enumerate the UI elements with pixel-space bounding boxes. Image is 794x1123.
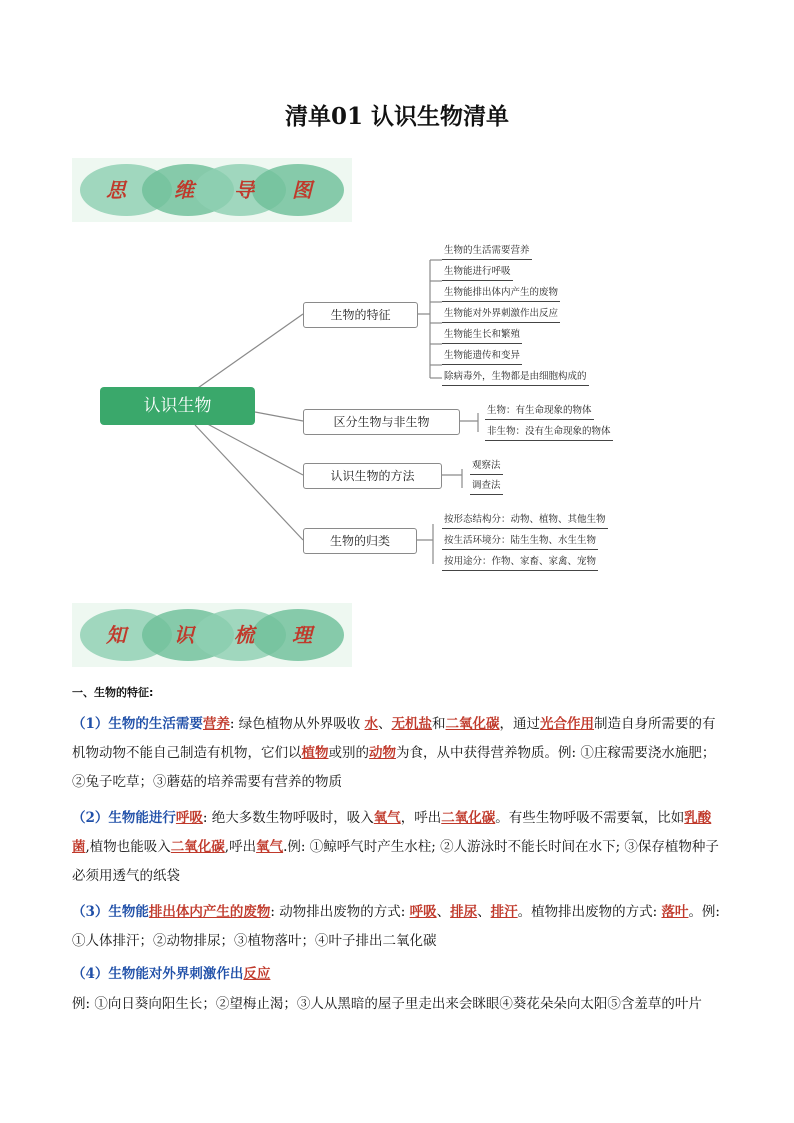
text: 或别的 — [328, 745, 369, 761]
text: 为食，从中获得营养物质。例: ①庄稼需要浇水施肥；②兔子吃草；③蘑菇的培养需要有营养的物质 — [72, 745, 716, 790]
leaf-item: 生物的生活需要营养 — [442, 244, 532, 260]
leaf-item: 观察法 — [470, 459, 503, 475]
text: ,呼出 — [224, 839, 257, 855]
item-label: 生物的生活需要 — [108, 716, 203, 732]
paragraph-respiration — [72, 804, 724, 891]
keyword: 无机盐 — [391, 716, 433, 732]
text: 和 — [432, 716, 446, 732]
keyword: 反应 — [243, 966, 271, 982]
text: 、 — [378, 716, 392, 732]
item-number: （3） — [72, 904, 109, 920]
paragraph-nutrition — [72, 710, 724, 797]
banner-char: 维 — [174, 178, 194, 202]
keyword: 呼吸 — [175, 810, 203, 826]
text: 制造自身所需要的有机物动物不能自己制造有机物，它们以 — [72, 716, 716, 761]
keyword: 落叶 — [661, 904, 689, 920]
keyword: 营养 — [202, 716, 230, 732]
keyword: 呼吸 — [409, 904, 437, 920]
keyword: 二氧化碳 — [441, 810, 496, 826]
keyword: 排出体内产生的废物 — [148, 904, 271, 920]
leaf-item: 生物能遗传和变异 — [442, 349, 522, 365]
banner-char: 识 — [174, 623, 194, 647]
leaf-item: 除病毒外，生物都是由细胞构成的 — [442, 370, 589, 386]
keyword: 氧气 — [373, 810, 401, 826]
text: : 绿色植物从外界吸收 — [229, 716, 365, 732]
leaf-item: 生物：有生命现象的物体 — [485, 404, 594, 420]
section-heading: 一、生物的特征: — [72, 686, 154, 699]
paragraph-response — [72, 960, 724, 989]
page-title: 清单01 认识生物清单 — [284, 103, 509, 130]
banner-char: 梳 — [234, 623, 254, 647]
keyword: 植物 — [301, 745, 329, 761]
leaf-item: 非生物：没有生命现象的物体 — [485, 425, 613, 441]
text: 。例: ①人体排汗；②动物排尿；③植物落叶；④叶子排出二氧化碳 — [72, 904, 720, 949]
leaf-item: 按用途分：作物、家畜、家禽、宠物 — [442, 555, 598, 571]
keyword: 乳酸菌 — [72, 810, 712, 855]
text: ，呼出 — [400, 810, 442, 826]
leaf-item: 生物能对外界刺激作出反应 — [442, 307, 560, 323]
branch-living-vs-nonliving: 区分生物与非生物 — [303, 409, 460, 435]
item-number: （4） — [72, 966, 109, 982]
keyword: 二氧化碳 — [445, 716, 500, 732]
leaf-item: 调查法 — [470, 479, 503, 495]
banner-char: 导 — [234, 178, 254, 202]
mind-map-root: 认识生物 — [100, 387, 255, 425]
text: 。植物排出废物的方式: — [517, 904, 662, 920]
leaf-item: 生物能进行呼吸 — [442, 265, 513, 281]
keyword: 氧气 — [256, 839, 284, 855]
banner-char: 知 — [106, 623, 126, 647]
keyword: 动物 — [369, 745, 396, 761]
leaf-item: 按形态结构分：动物、植物、其他生物 — [442, 513, 608, 529]
text: : 动物排出废物的方式: — [270, 904, 410, 920]
text: ，通过 — [499, 716, 541, 732]
paragraph-excretion — [72, 898, 724, 956]
keyword: 光合作用 — [540, 716, 595, 732]
keyword: 排汗 — [490, 904, 518, 920]
item-number: （2） — [72, 810, 109, 826]
leaf-item: 生物能排出体内产生的废物 — [442, 286, 560, 302]
text: : 绝大多数生物呼吸时，吸入 — [202, 810, 374, 826]
text: .例: ①鲸呼气时产生水柱; ②人游泳时不能长时间在水下; ③保存植物种子必须用透气的纸袋 — [72, 839, 719, 884]
keyword: 排尿 — [450, 904, 478, 920]
banner-char: 图 — [292, 178, 312, 202]
item-label: 生物能对外界刺激作出 — [108, 966, 244, 982]
banner-char: 理 — [292, 623, 312, 647]
text: 、 — [477, 904, 491, 920]
text: 。有些生物呼吸不需要氧，比如 — [495, 810, 685, 826]
branch-methods: 认识生物的方法 — [303, 463, 442, 489]
item-number: （1） — [72, 716, 109, 732]
item-label: 生物能 — [108, 904, 149, 920]
leaf-item: 生物能生长和繁殖 — [442, 328, 522, 344]
leaf-item: 按生活环境分：陆生生物、水生生物 — [442, 534, 598, 550]
keyword: 二氧化碳 — [170, 839, 225, 855]
branch-characteristics: 生物的特征 — [303, 302, 418, 328]
branch-classification: 生物的归类 — [303, 528, 417, 554]
text: ,植物也能吸入 — [85, 839, 171, 855]
keyword: 水 — [364, 716, 379, 732]
text: 、 — [436, 904, 451, 920]
paragraph-examples: 例: ①向日葵向阳生长；②望梅止渴；③人从黑暗的屋子里走出来会眯眼④葵花朵朵向太阳⑤含羞草的叶片 — [72, 996, 702, 1012]
item-label: 生物能进行 — [108, 810, 176, 826]
banner-char: 思 — [106, 178, 126, 202]
knowledge-banner — [72, 603, 352, 667]
